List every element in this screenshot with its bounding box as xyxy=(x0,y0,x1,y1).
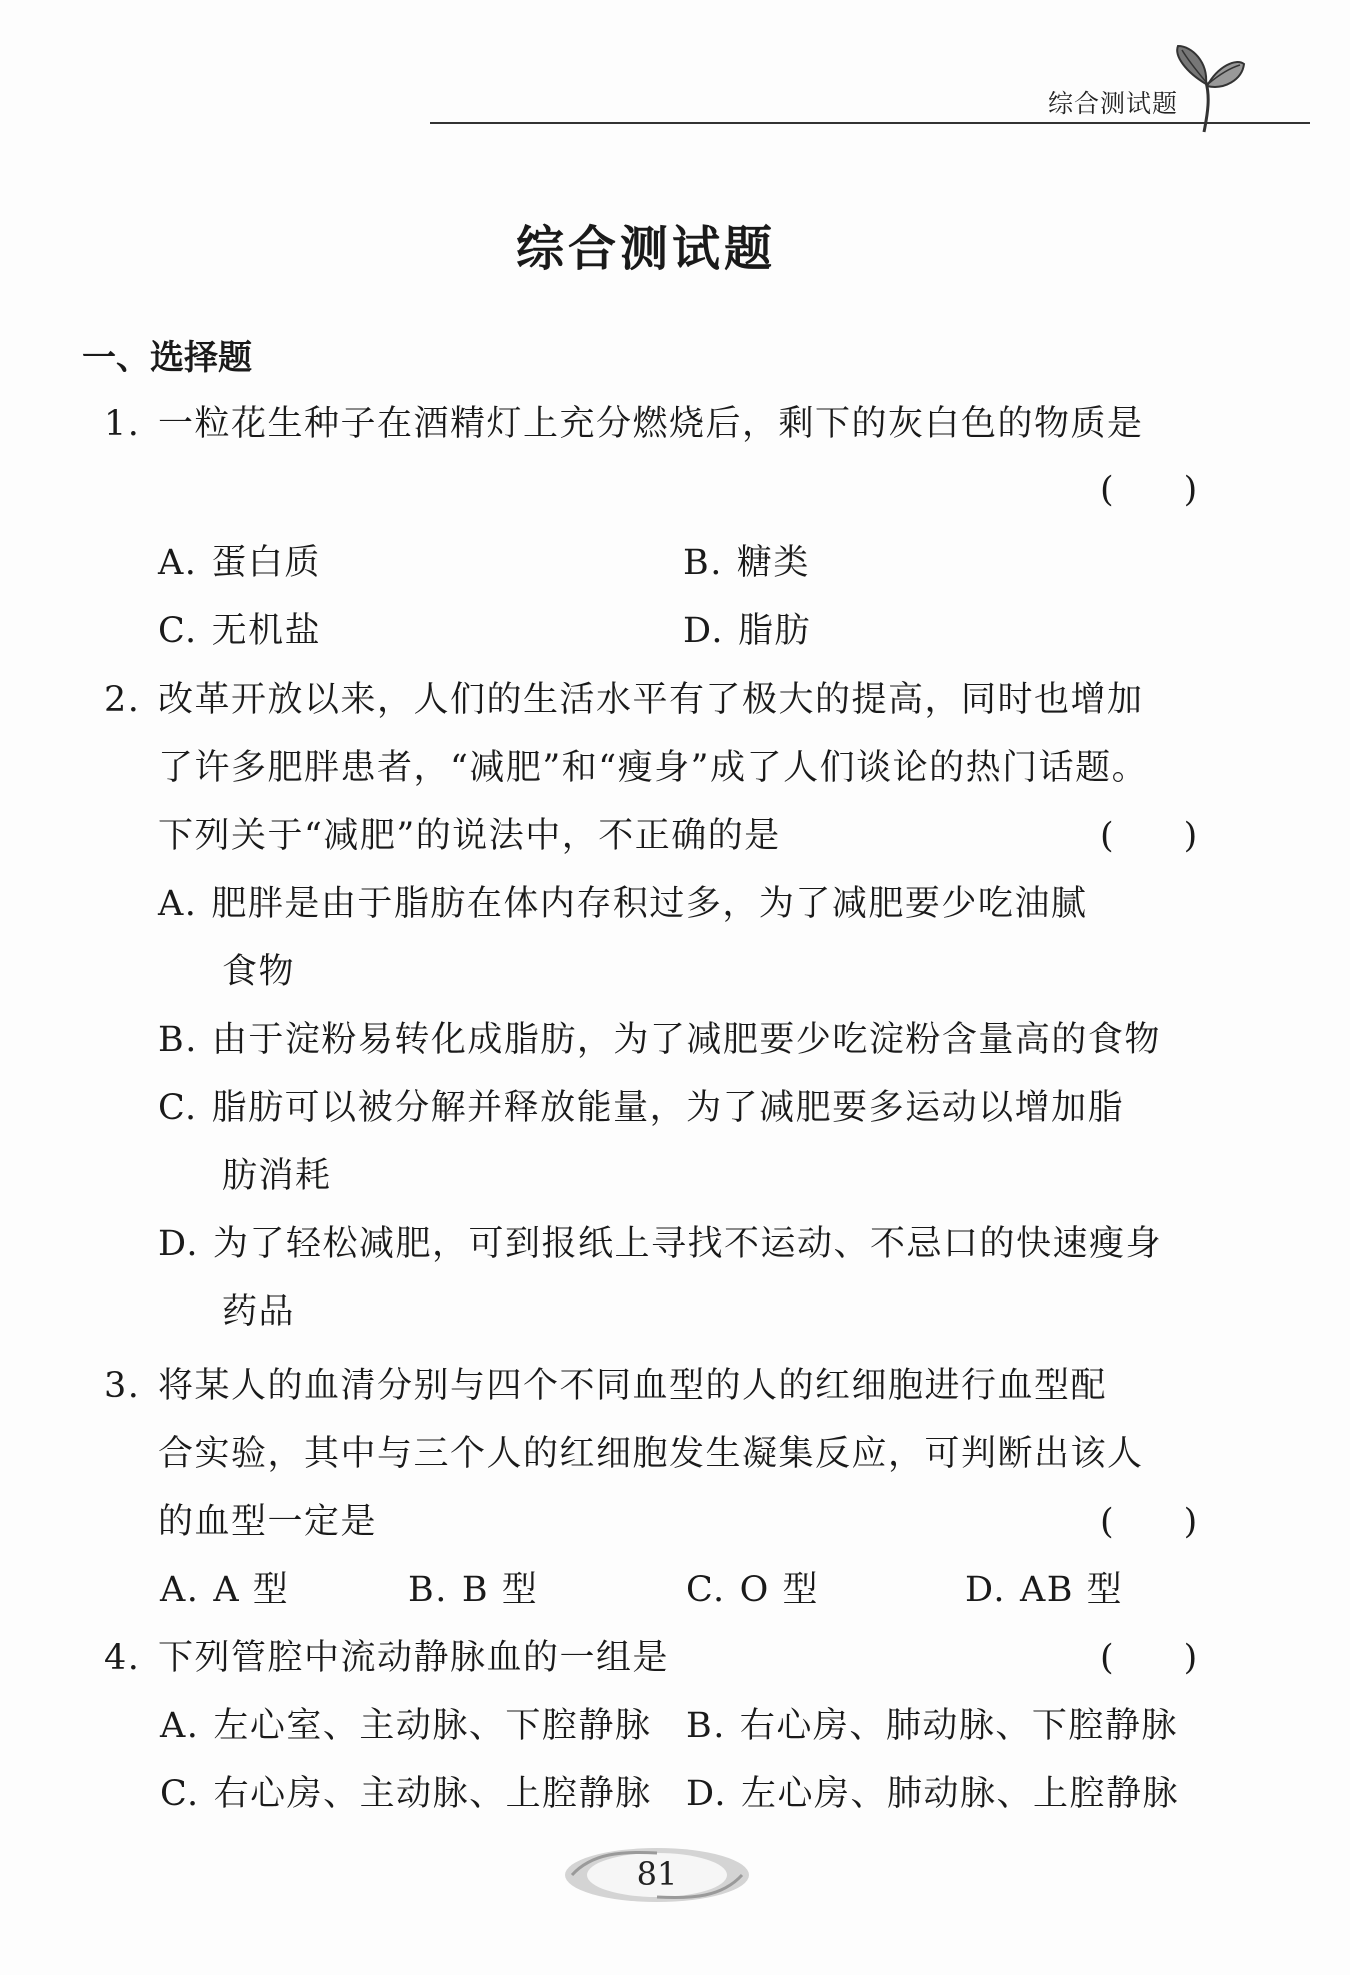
option-a xyxy=(160,1704,651,1748)
question-3-number: 3. xyxy=(104,1366,141,1406)
leaf-sprout-icon xyxy=(1156,42,1246,134)
question-2-stem-line: 下列关于“减肥”的说法中，不正确的是 xyxy=(158,816,781,856)
option-key: B. xyxy=(408,1570,448,1610)
option-c xyxy=(158,1086,1124,1130)
option-c xyxy=(686,1568,819,1612)
option-d xyxy=(965,1568,1123,1612)
running-header xyxy=(430,60,1310,130)
option-key: A. xyxy=(158,884,198,924)
option-b xyxy=(683,541,810,585)
option-key: C. xyxy=(160,1774,200,1814)
option-text: 左心室、主动脉、下腔静脉 xyxy=(213,1706,652,1746)
option-text: 右心房、主动脉、上腔静脉 xyxy=(213,1774,652,1814)
question-2-stem-line: 改革开放以来，人们的生活水平有了极大的提高，同时也增加 xyxy=(158,680,1144,720)
option-a xyxy=(158,882,1087,926)
answer-blank: ( ) xyxy=(1100,1638,1198,1678)
section-heading: 一、选择题 xyxy=(82,338,252,378)
option-d-continuation: 药品 xyxy=(222,1292,296,1332)
answer-blank: ( ) xyxy=(1100,470,1198,510)
option-key: D. xyxy=(158,1224,199,1264)
option-text: 右心房、肺动脉、下腔静脉 xyxy=(739,1706,1178,1746)
question-3-stem-line: 合实验，其中与三个人的红细胞发生凝集反应，可判断出该人 xyxy=(158,1434,1144,1474)
option-d xyxy=(686,1772,1179,1816)
question-1-number: 1. xyxy=(104,404,141,444)
answer-blank: ( ) xyxy=(1100,1502,1198,1542)
option-text: 蛋白质 xyxy=(211,543,321,583)
option-a-continuation: 食物 xyxy=(222,952,296,992)
question-2-stem-line: 了许多肥胖患者，“减肥”和“瘦身”成了人们谈论的热门话题。 xyxy=(158,748,1149,788)
option-key: A. xyxy=(160,1706,200,1746)
option-key: C. xyxy=(158,1088,198,1128)
option-key: C. xyxy=(686,1570,726,1610)
question-1-stem-line: 一粒花生种子在酒精灯上充分燃烧后，剩下的灰白色的物质是 xyxy=(158,404,1144,444)
option-text: AB 型 xyxy=(1019,1570,1124,1610)
option-a xyxy=(158,541,321,585)
option-text: 脂肪可以被分解并释放能量，为了减肥要多运动以增加脂 xyxy=(211,1088,1125,1128)
question-4-number: 4. xyxy=(104,1638,141,1678)
option-text: 无机盐 xyxy=(211,611,322,651)
option-a xyxy=(160,1568,289,1612)
option-key: D. xyxy=(683,611,724,651)
option-key: B. xyxy=(686,1706,726,1746)
question-4-stem-line: 下列管腔中流动静脉血的一组是 xyxy=(158,1638,670,1678)
option-d xyxy=(158,1222,1162,1266)
option-key: D. xyxy=(686,1774,727,1814)
question-3-stem-line: 将某人的血清分别与四个不同血型的人的红细胞进行血型配 xyxy=(158,1366,1108,1406)
option-key: B. xyxy=(158,1020,198,1060)
page-title: 综合测试题 xyxy=(515,221,776,277)
option-text: 脂肪 xyxy=(737,611,811,651)
option-c-continuation: 肪消耗 xyxy=(222,1156,332,1196)
option-b xyxy=(408,1568,538,1612)
option-text: 肥胖是由于脂肪在体内存积过多，为了减肥要少吃油腻 xyxy=(211,884,1088,924)
option-text: 左心房、肺动脉、上腔静脉 xyxy=(740,1774,1179,1814)
option-b xyxy=(686,1704,1178,1748)
option-b xyxy=(158,1018,1161,1062)
option-text: 糖类 xyxy=(736,543,810,583)
option-text: 为了轻松减肥，可到报纸上寻找不运动、不忌口的快速瘦身 xyxy=(212,1224,1162,1264)
question-3-stem-line: 的血型一定是 xyxy=(158,1502,378,1542)
answer-blank: ( ) xyxy=(1100,816,1198,856)
option-key: A. xyxy=(158,543,198,583)
option-c xyxy=(158,609,321,653)
page-number: 81 xyxy=(636,1855,678,1893)
running-header-title: 综合测试题 xyxy=(1047,89,1178,118)
option-text: O 型 xyxy=(739,1570,819,1610)
option-text: 由于淀粉易转化成脂肪，为了减肥要少吃淀粉含量高的食物 xyxy=(211,1020,1161,1060)
option-text: B 型 xyxy=(461,1570,539,1610)
question-2-number: 2. xyxy=(104,680,141,720)
option-c xyxy=(160,1772,652,1816)
option-key: D. xyxy=(965,1570,1006,1610)
option-key: B. xyxy=(683,543,723,583)
option-d xyxy=(683,609,811,653)
option-text: A 型 xyxy=(213,1570,290,1610)
option-key: C. xyxy=(158,611,198,651)
page-number-badge xyxy=(562,1845,752,1905)
option-key: A. xyxy=(160,1570,200,1610)
